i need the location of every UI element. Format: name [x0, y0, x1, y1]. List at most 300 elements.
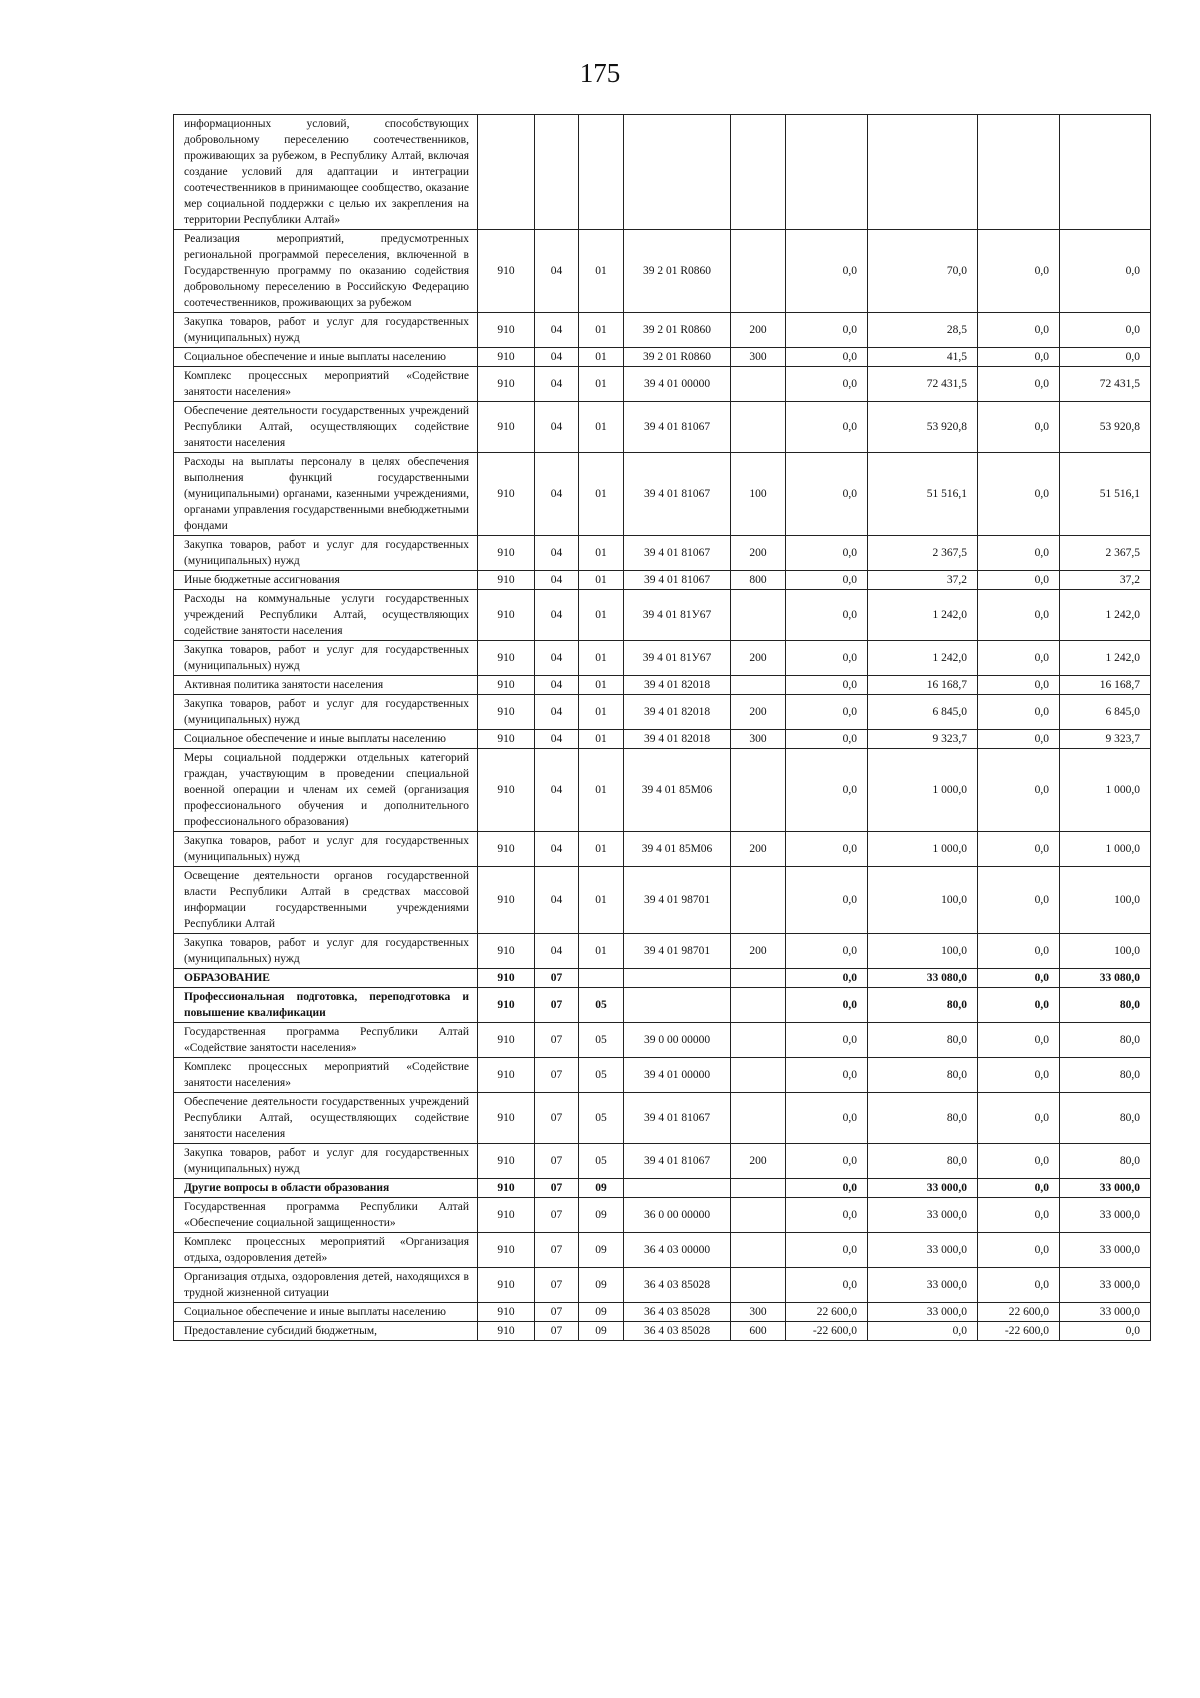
amount-cell-2: 1 242,0 — [868, 641, 978, 676]
target-article-cell: 39 4 01 98701 — [624, 934, 731, 969]
ministry-code-cell: 910 — [478, 1198, 535, 1233]
row-name-cell: Освещение деятельности органов государственной власти Республики Алтай в средствах массовой информации государственными учреждениями Республики Алтай — [174, 867, 478, 934]
amount-cell-4: 0,0 — [1060, 230, 1151, 313]
expense-type-cell — [731, 867, 786, 934]
amount-cell-2: 51 516,1 — [868, 453, 978, 536]
subsection-code-cell: 01 — [579, 536, 624, 571]
amount-cell-4: 33 000,0 — [1060, 1179, 1151, 1198]
section-code-cell: 04 — [535, 676, 579, 695]
expense-type-cell: 600 — [731, 1322, 786, 1341]
amount-cell-2: 80,0 — [868, 1144, 978, 1179]
row-name-cell: Государственная программа Республики Алтай «Обеспечение социальной защищенности» — [174, 1198, 478, 1233]
ministry-code-cell: 910 — [478, 313, 535, 348]
target-article-cell: 39 4 01 82018 — [624, 695, 731, 730]
target-article-cell: 39 4 01 81067 — [624, 402, 731, 453]
amount-cell-4: 80,0 — [1060, 1144, 1151, 1179]
subsection-code-cell: 01 — [579, 313, 624, 348]
expense-type-cell — [731, 1023, 786, 1058]
ministry-code-cell: 910 — [478, 1144, 535, 1179]
ministry-code-cell: 910 — [478, 1179, 535, 1198]
subsection-code-cell: 01 — [579, 934, 624, 969]
amount-cell-4: 6 845,0 — [1060, 695, 1151, 730]
row-name-cell: Комплекс процессных мероприятий «Содействие занятости населения» — [174, 1058, 478, 1093]
section-code-cell — [535, 115, 579, 230]
table-row — [174, 367, 1151, 402]
row-name-cell: Расходы на выплаты персоналу в целях обеспечения выполнения функций государственными (муниципальными) органами, казенными учреждениями, органами управления государственными внебюджетными фондами — [174, 453, 478, 536]
table-row — [174, 115, 1151, 230]
section-code-cell: 07 — [535, 1268, 579, 1303]
subsection-code-cell: 01 — [579, 230, 624, 313]
table-row — [174, 969, 1151, 988]
expense-type-cell — [731, 367, 786, 402]
amount-cell-3: 0,0 — [978, 348, 1060, 367]
amount-cell-2: 33 000,0 — [868, 1303, 978, 1322]
amount-cell-3: 0,0 — [978, 1093, 1060, 1144]
amount-cell-2: 100,0 — [868, 867, 978, 934]
ministry-code-cell: 910 — [478, 695, 535, 730]
amount-cell-1: 0,0 — [786, 832, 868, 867]
section-code-cell: 04 — [535, 641, 579, 676]
amount-cell-4: 80,0 — [1060, 1023, 1151, 1058]
expense-type-cell — [731, 1093, 786, 1144]
subsection-code-cell: 01 — [579, 749, 624, 832]
section-code-cell: 04 — [535, 730, 579, 749]
amount-cell-2: 9 323,7 — [868, 730, 978, 749]
row-name-cell: Государственная программа Республики Алтай «Содействие занятости населения» — [174, 1023, 478, 1058]
amount-cell-4: 0,0 — [1060, 313, 1151, 348]
amount-cell-3: 0,0 — [978, 730, 1060, 749]
section-code-cell: 04 — [535, 934, 579, 969]
table-row — [174, 676, 1151, 695]
amount-cell-1: 0,0 — [786, 1268, 868, 1303]
amount-cell-4: 80,0 — [1060, 988, 1151, 1023]
target-article-cell: 39 4 01 00000 — [624, 367, 731, 402]
target-article-cell: 39 4 01 98701 — [624, 867, 731, 934]
amount-cell-1: 0,0 — [786, 676, 868, 695]
ministry-code-cell: 910 — [478, 1268, 535, 1303]
row-name-cell: Закупка товаров, работ и услуг для государственных (муниципальных) нужд — [174, 641, 478, 676]
expense-type-cell: 200 — [731, 934, 786, 969]
row-name-cell: ОБРАЗОВАНИЕ — [174, 969, 478, 988]
amount-cell-3: 0,0 — [978, 1233, 1060, 1268]
row-name-cell: Закупка товаров, работ и услуг для государственных (муниципальных) нужд — [174, 1144, 478, 1179]
amount-cell-3: 0,0 — [978, 367, 1060, 402]
expense-type-cell — [731, 590, 786, 641]
amount-cell-3 — [978, 115, 1060, 230]
table-row — [174, 1058, 1151, 1093]
table-row — [174, 313, 1151, 348]
target-article-cell: 39 4 01 81067 — [624, 536, 731, 571]
subsection-code-cell: 01 — [579, 641, 624, 676]
target-article-cell: 39 4 01 82018 — [624, 676, 731, 695]
amount-cell-1: 0,0 — [786, 641, 868, 676]
row-name-cell: Комплекс процессных мероприятий «Организация отдыха, оздоровления детей» — [174, 1233, 478, 1268]
amount-cell-1: -22 600,0 — [786, 1322, 868, 1341]
expense-type-cell: 300 — [731, 348, 786, 367]
section-code-cell: 04 — [535, 230, 579, 313]
amount-cell-2: 37,2 — [868, 571, 978, 590]
section-code-cell: 07 — [535, 1233, 579, 1268]
section-code-cell: 07 — [535, 1144, 579, 1179]
table-row — [174, 536, 1151, 571]
amount-cell-2: 0,0 — [868, 1322, 978, 1341]
section-code-cell: 07 — [535, 1198, 579, 1233]
ministry-code-cell: 910 — [478, 590, 535, 641]
expense-type-cell — [731, 749, 786, 832]
expense-type-cell: 200 — [731, 695, 786, 730]
section-code-cell: 07 — [535, 1093, 579, 1144]
target-article-cell — [624, 115, 731, 230]
expense-type-cell — [731, 1198, 786, 1233]
amount-cell-1: 0,0 — [786, 969, 868, 988]
table-row — [174, 1198, 1151, 1233]
amount-cell-2: 16 168,7 — [868, 676, 978, 695]
ministry-code-cell: 910 — [478, 969, 535, 988]
target-article-cell: 36 0 00 00000 — [624, 1198, 731, 1233]
amount-cell-3: 0,0 — [978, 867, 1060, 934]
amount-cell-2: 53 920,8 — [868, 402, 978, 453]
amount-cell-2: 1 000,0 — [868, 832, 978, 867]
table-row — [174, 1322, 1151, 1341]
target-article-cell: 36 4 03 85028 — [624, 1303, 731, 1322]
amount-cell-3: 0,0 — [978, 590, 1060, 641]
row-name-cell: Социальное обеспечение и иные выплаты населению — [174, 1303, 478, 1322]
amount-cell-4: 1 242,0 — [1060, 641, 1151, 676]
amount-cell-1: 0,0 — [786, 730, 868, 749]
row-name-cell: Активная политика занятости населения — [174, 676, 478, 695]
section-code-cell: 07 — [535, 1058, 579, 1093]
amount-cell-1: 0,0 — [786, 1093, 868, 1144]
amount-cell-3: -22 600,0 — [978, 1322, 1060, 1341]
expense-type-cell — [731, 1179, 786, 1198]
amount-cell-1: 0,0 — [786, 1144, 868, 1179]
ministry-code-cell: 910 — [478, 1023, 535, 1058]
table-row — [174, 934, 1151, 969]
table-row — [174, 590, 1151, 641]
ministry-code-cell: 910 — [478, 1303, 535, 1322]
amount-cell-3: 0,0 — [978, 969, 1060, 988]
row-name-cell: Меры социальной поддержки отдельных категорий граждан, участвующим в проведении специальной военной операции и членам их семей (организация профессионального обучения и дополнительного профессионального образования) — [174, 749, 478, 832]
target-article-cell: 36 4 03 85028 — [624, 1268, 731, 1303]
subsection-code-cell: 05 — [579, 988, 624, 1023]
amount-cell-2: 80,0 — [868, 1058, 978, 1093]
expense-type-cell: 800 — [731, 571, 786, 590]
amount-cell-1: 0,0 — [786, 453, 868, 536]
ministry-code-cell: 910 — [478, 571, 535, 590]
amount-cell-3: 0,0 — [978, 749, 1060, 832]
amount-cell-2: 41,5 — [868, 348, 978, 367]
subsection-code-cell: 01 — [579, 832, 624, 867]
target-article-cell: 39 4 01 81067 — [624, 571, 731, 590]
expense-type-cell — [731, 402, 786, 453]
table-row — [174, 1093, 1151, 1144]
ministry-code-cell: 910 — [478, 1093, 535, 1144]
amount-cell-3: 0,0 — [978, 536, 1060, 571]
subsection-code-cell: 01 — [579, 867, 624, 934]
table-row — [174, 695, 1151, 730]
row-name-cell: информационных условий, способствующих добровольному переселению соотечественников, проживающих за рубежом, в Республику Алтай, включая создание условий для адаптации и интеграции соотечественников в принимающее сообщество, оказание мер социальной поддержки с целью их закрепления на территории Республики Алтай» — [174, 115, 478, 230]
subsection-code-cell: 09 — [579, 1303, 624, 1322]
subsection-code-cell: 09 — [579, 1198, 624, 1233]
section-code-cell: 07 — [535, 1023, 579, 1058]
expense-type-cell: 300 — [731, 1303, 786, 1322]
amount-cell-2: 1 242,0 — [868, 590, 978, 641]
amount-cell-2: 33 000,0 — [868, 1268, 978, 1303]
amount-cell-3: 0,0 — [978, 832, 1060, 867]
amount-cell-1: 0,0 — [786, 590, 868, 641]
row-name-cell: Профессиональная подготовка, переподготовка и повышение квалификации — [174, 988, 478, 1023]
section-code-cell: 07 — [535, 1303, 579, 1322]
amount-cell-3: 0,0 — [978, 453, 1060, 536]
amount-cell-3: 0,0 — [978, 1144, 1060, 1179]
amount-cell-3: 22 600,0 — [978, 1303, 1060, 1322]
section-code-cell: 04 — [535, 367, 579, 402]
table-row — [174, 749, 1151, 832]
row-name-cell: Расходы на коммунальные услуги государственных учреждений Республики Алтай, осуществляющих содействие занятости населения — [174, 590, 478, 641]
amount-cell-1: 0,0 — [786, 749, 868, 832]
subsection-code-cell: 01 — [579, 730, 624, 749]
target-article-cell: 39 4 01 85М06 — [624, 832, 731, 867]
subsection-code-cell: 09 — [579, 1233, 624, 1268]
table-row — [174, 571, 1151, 590]
target-article-cell: 39 4 01 81067 — [624, 1144, 731, 1179]
amount-cell-2: 80,0 — [868, 988, 978, 1023]
amount-cell-3: 0,0 — [978, 1023, 1060, 1058]
amount-cell-4: 1 242,0 — [1060, 590, 1151, 641]
table-row — [174, 1144, 1151, 1179]
table-body — [174, 115, 1151, 1341]
target-article-cell: 39 2 01 R0860 — [624, 348, 731, 367]
amount-cell-2: 70,0 — [868, 230, 978, 313]
target-article-cell: 39 4 01 81067 — [624, 453, 731, 536]
row-name-cell: Комплекс процессных мероприятий «Содействие занятости населения» — [174, 367, 478, 402]
subsection-code-cell: 05 — [579, 1144, 624, 1179]
amount-cell-4: 2 367,5 — [1060, 536, 1151, 571]
section-code-cell: 07 — [535, 1179, 579, 1198]
expense-type-cell — [731, 969, 786, 988]
row-name-cell: Иные бюджетные ассигнования — [174, 571, 478, 590]
expense-type-cell: 200 — [731, 1144, 786, 1179]
amount-cell-3: 0,0 — [978, 934, 1060, 969]
amount-cell-1: 0,0 — [786, 1198, 868, 1233]
section-code-cell: 04 — [535, 832, 579, 867]
amount-cell-4: 0,0 — [1060, 1322, 1151, 1341]
expense-type-cell: 200 — [731, 313, 786, 348]
amount-cell-1: 0,0 — [786, 934, 868, 969]
ministry-code-cell: 910 — [478, 367, 535, 402]
ministry-code-cell: 910 — [478, 676, 535, 695]
amount-cell-3: 0,0 — [978, 313, 1060, 348]
target-article-cell: 39 0 00 00000 — [624, 1023, 731, 1058]
amount-cell-1: 0,0 — [786, 867, 868, 934]
subsection-code-cell: 01 — [579, 453, 624, 536]
page-number: 175 — [579, 58, 621, 88]
table-row — [174, 1233, 1151, 1268]
ministry-code-cell: 910 — [478, 230, 535, 313]
amount-cell-1 — [786, 115, 868, 230]
ministry-code-cell: 910 — [478, 749, 535, 832]
amount-cell-2: 28,5 — [868, 313, 978, 348]
amount-cell-1: 0,0 — [786, 536, 868, 571]
row-name-cell: Социальное обеспечение и иные выплаты населению — [174, 348, 478, 367]
ministry-code-cell: 910 — [478, 348, 535, 367]
amount-cell-3: 0,0 — [978, 230, 1060, 313]
table-row — [174, 730, 1151, 749]
amount-cell-4: 9 323,7 — [1060, 730, 1151, 749]
amount-cell-2 — [868, 115, 978, 230]
table-row — [174, 1303, 1151, 1322]
table-row — [174, 348, 1151, 367]
ministry-code-cell: 910 — [478, 988, 535, 1023]
expense-type-cell: 200 — [731, 832, 786, 867]
row-name-cell: Организация отдыха, оздоровления детей, находящихся в трудной жизненной ситуации — [174, 1268, 478, 1303]
amount-cell-1: 0,0 — [786, 1179, 868, 1198]
amount-cell-2: 2 367,5 — [868, 536, 978, 571]
subsection-code-cell: 01 — [579, 676, 624, 695]
amount-cell-3: 0,0 — [978, 402, 1060, 453]
ministry-code-cell: 910 — [478, 641, 535, 676]
amount-cell-2: 72 431,5 — [868, 367, 978, 402]
subsection-code-cell — [579, 969, 624, 988]
amount-cell-1: 22 600,0 — [786, 1303, 868, 1322]
target-article-cell: 36 4 03 00000 — [624, 1233, 731, 1268]
amount-cell-3: 0,0 — [978, 1268, 1060, 1303]
section-code-cell: 04 — [535, 695, 579, 730]
section-code-cell: 04 — [535, 536, 579, 571]
expense-type-cell — [731, 1268, 786, 1303]
amount-cell-1: 0,0 — [786, 367, 868, 402]
amount-cell-3: 0,0 — [978, 641, 1060, 676]
section-code-cell: 04 — [535, 313, 579, 348]
subsection-code-cell: 09 — [579, 1268, 624, 1303]
amount-cell-4: 33 000,0 — [1060, 1233, 1151, 1268]
subsection-code-cell: 01 — [579, 367, 624, 402]
target-article-cell: 39 2 01 R0860 — [624, 230, 731, 313]
target-article-cell: 39 4 01 81У67 — [624, 590, 731, 641]
table-row — [174, 832, 1151, 867]
subsection-code-cell: 09 — [579, 1322, 624, 1341]
subsection-code-cell: 01 — [579, 590, 624, 641]
amount-cell-2: 33 000,0 — [868, 1198, 978, 1233]
amount-cell-2: 33 080,0 — [868, 969, 978, 988]
section-code-cell: 04 — [535, 749, 579, 832]
row-name-cell: Закупка товаров, работ и услуг для государственных (муниципальных) нужд — [174, 695, 478, 730]
amount-cell-2: 6 845,0 — [868, 695, 978, 730]
row-name-cell: Обеспечение деятельности государственных учреждений Республики Алтай, осуществляющих содействие занятости населения — [174, 1093, 478, 1144]
row-name-cell: Предоставление субсидий бюджетным, — [174, 1322, 478, 1341]
amount-cell-1: 0,0 — [786, 988, 868, 1023]
subsection-code-cell: 01 — [579, 402, 624, 453]
amount-cell-4: 0,0 — [1060, 348, 1151, 367]
amount-cell-4: 53 920,8 — [1060, 402, 1151, 453]
ministry-code-cell: 910 — [478, 867, 535, 934]
subsection-code-cell — [579, 115, 624, 230]
table-row — [174, 453, 1151, 536]
amount-cell-4: 33 000,0 — [1060, 1303, 1151, 1322]
subsection-code-cell: 05 — [579, 1023, 624, 1058]
ministry-code-cell: 910 — [478, 1322, 535, 1341]
target-article-cell — [624, 988, 731, 1023]
table-row — [174, 402, 1151, 453]
amount-cell-1: 0,0 — [786, 695, 868, 730]
section-code-cell: 07 — [535, 969, 579, 988]
target-article-cell — [624, 969, 731, 988]
amount-cell-2: 33 000,0 — [868, 1233, 978, 1268]
subsection-code-cell: 01 — [579, 695, 624, 730]
amount-cell-4: 33 080,0 — [1060, 969, 1151, 988]
table-row — [174, 641, 1151, 676]
expense-type-cell — [731, 230, 786, 313]
expense-type-cell — [731, 1058, 786, 1093]
amount-cell-1: 0,0 — [786, 402, 868, 453]
amount-cell-4: 72 431,5 — [1060, 367, 1151, 402]
amount-cell-3: 0,0 — [978, 676, 1060, 695]
subsection-code-cell: 01 — [579, 348, 624, 367]
amount-cell-2: 1 000,0 — [868, 749, 978, 832]
amount-cell-3: 0,0 — [978, 1179, 1060, 1198]
amount-cell-1: 0,0 — [786, 348, 868, 367]
amount-cell-1: 0,0 — [786, 1058, 868, 1093]
row-name-cell: Социальное обеспечение и иные выплаты населению — [174, 730, 478, 749]
target-article-cell: 36 4 03 85028 — [624, 1322, 731, 1341]
table-row — [174, 867, 1151, 934]
amount-cell-2: 33 000,0 — [868, 1179, 978, 1198]
amount-cell-4: 80,0 — [1060, 1058, 1151, 1093]
expense-type-cell: 300 — [731, 730, 786, 749]
target-article-cell: 39 4 01 81У67 — [624, 641, 731, 676]
target-article-cell — [624, 1179, 731, 1198]
amount-cell-4: 51 516,1 — [1060, 453, 1151, 536]
section-code-cell: 04 — [535, 402, 579, 453]
row-name-cell: Закупка товаров, работ и услуг для государственных (муниципальных) нужд — [174, 832, 478, 867]
section-code-cell: 07 — [535, 988, 579, 1023]
expense-type-cell — [731, 1233, 786, 1268]
ministry-code-cell: 910 — [478, 536, 535, 571]
amount-cell-1: 0,0 — [786, 1023, 868, 1058]
subsection-code-cell: 05 — [579, 1058, 624, 1093]
amount-cell-1: 0,0 — [786, 313, 868, 348]
table-row — [174, 1023, 1151, 1058]
amount-cell-3: 0,0 — [978, 988, 1060, 1023]
section-code-cell: 07 — [535, 1322, 579, 1341]
target-article-cell: 39 4 01 82018 — [624, 730, 731, 749]
expense-type-cell — [731, 676, 786, 695]
ministry-code-cell: 910 — [478, 730, 535, 749]
ministry-code-cell: 910 — [478, 402, 535, 453]
target-article-cell: 39 4 01 00000 — [624, 1058, 731, 1093]
ministry-code-cell: 910 — [478, 453, 535, 536]
amount-cell-4: 37,2 — [1060, 571, 1151, 590]
ministry-code-cell: 910 — [478, 832, 535, 867]
amount-cell-4 — [1060, 115, 1151, 230]
row-name-cell: Реализация мероприятий, предусмотренных региональной программой переселения, включенной в Государственную программу по оказанию содействия добровольному переселению в Российскую Федерацию соотечественников, проживающих за рубежом — [174, 230, 478, 313]
amount-cell-3: 0,0 — [978, 1058, 1060, 1093]
amount-cell-1: 0,0 — [786, 230, 868, 313]
target-article-cell: 39 2 01 R0860 — [624, 313, 731, 348]
section-code-cell: 04 — [535, 571, 579, 590]
amount-cell-4: 1 000,0 — [1060, 832, 1151, 867]
amount-cell-3: 0,0 — [978, 1198, 1060, 1233]
table-row — [174, 988, 1151, 1023]
section-code-cell: 04 — [535, 867, 579, 934]
subsection-code-cell: 09 — [579, 1179, 624, 1198]
expense-type-cell — [731, 988, 786, 1023]
row-name-cell: Закупка товаров, работ и услуг для государственных (муниципальных) нужд — [174, 934, 478, 969]
amount-cell-4: 33 000,0 — [1060, 1268, 1151, 1303]
expense-type-cell: 200 — [731, 536, 786, 571]
table-row — [174, 230, 1151, 313]
amount-cell-4: 80,0 — [1060, 1093, 1151, 1144]
